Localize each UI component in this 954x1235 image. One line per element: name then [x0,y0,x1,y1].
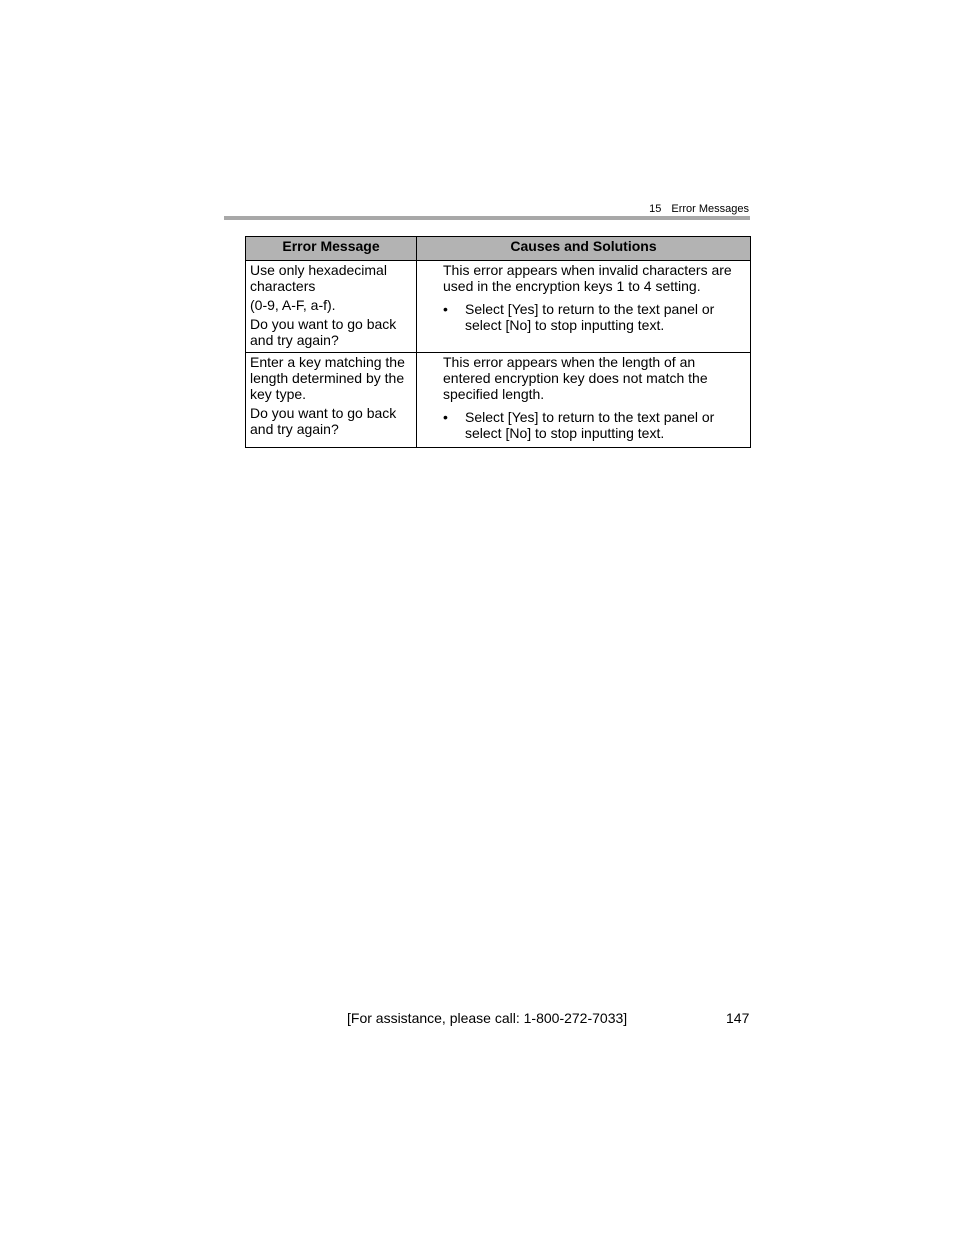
error-message-cell [246,353,417,448]
running-header [649,203,749,216]
error-messages-table [245,236,751,448]
error-message-line: Do you want to go back and try again? [250,316,397,348]
error-message-line: Do you want to go back and try again? [250,405,397,437]
solution-text: Select [Yes] to return to the text panel or select [No] to stop inputting text. [465,301,715,333]
error-message-cell [246,261,417,353]
cause-text: This error appears when the length of an entered encryption key does not match the specified length. [443,354,708,402]
bullet-icon: • [443,301,448,317]
cause-text: This error appears when invalid characters are used in the encryption keys 1 to 4 setting. [443,262,732,294]
error-message-line: Enter a key matching the length determined by the key type. [250,354,405,402]
footer-assistance-text: [For assistance, please call: 1-800-272-7033] [347,1010,628,1026]
bullet-icon: • [443,409,448,425]
page-number: 147 [726,1010,750,1026]
column-header-causes-and-solutions: Causes and Solutions [417,237,751,261]
error-message-line: Use only hexadecimal characters [250,262,387,294]
header-rule [224,216,750,220]
table-row [246,261,751,353]
error-message-line: (0-9, A-F, a-f). [250,297,336,313]
causes-solutions-cell [417,261,751,353]
chapter-title: Error Messages [671,203,749,215]
solution-bullet-item [443,301,744,333]
table-row [246,353,751,448]
chapter-number: 15 [649,203,662,215]
solution-bullet-item [443,409,744,441]
causes-solutions-cell [417,353,751,448]
column-header-error-message: Error Message [246,237,417,261]
solution-text: Select [Yes] to return to the text panel or select [No] to stop inputting text. [465,409,715,441]
table-header-row [246,237,751,261]
